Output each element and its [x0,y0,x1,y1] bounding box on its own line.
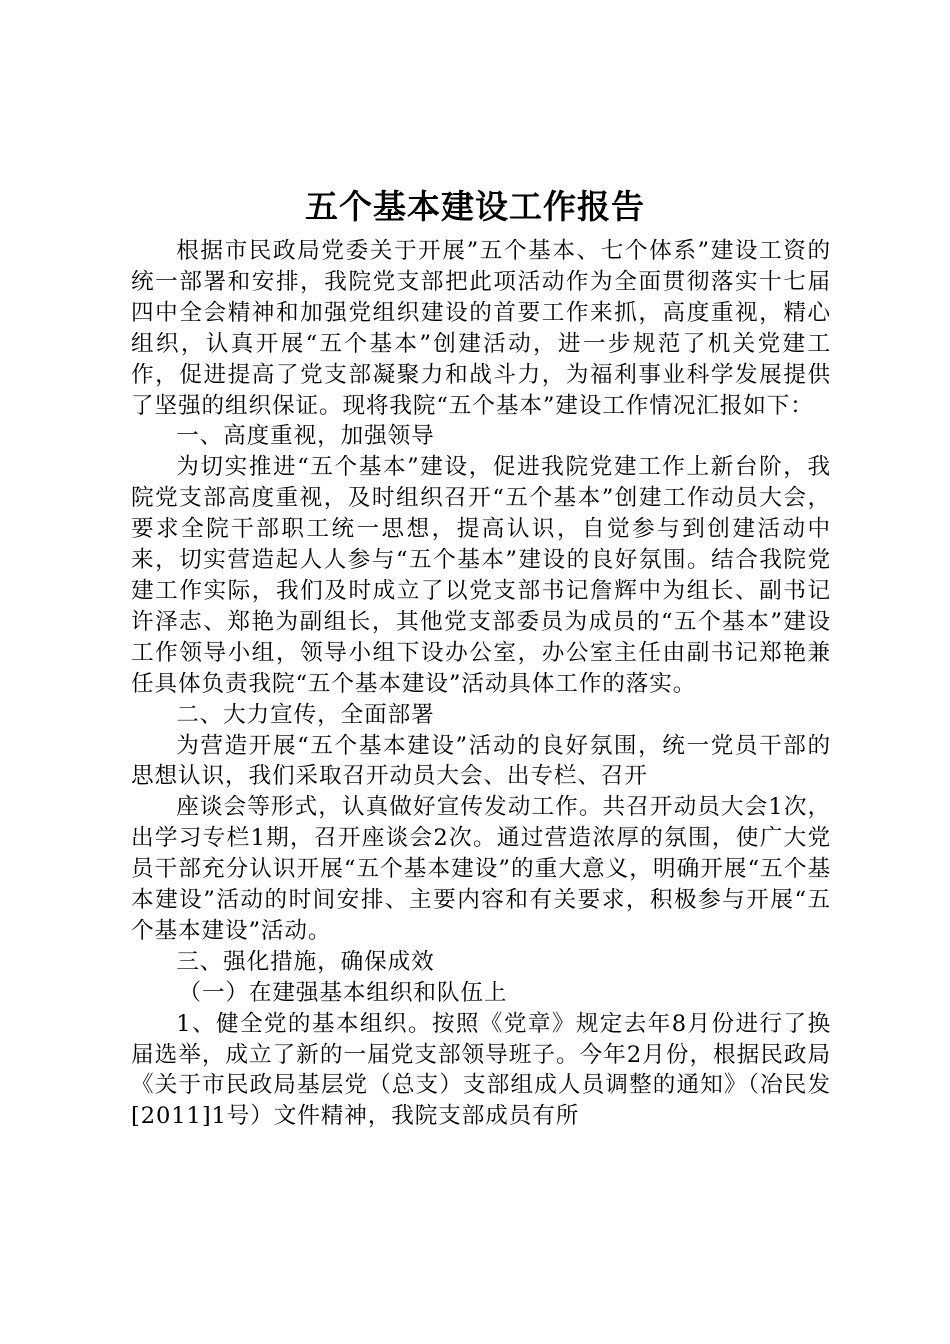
subsection-heading-1: （一）在建强基本组织和队伍上 [178,979,508,1006]
paragraph-item-1: 1、健全党的基本组织。按照《党章》规定去年8月份进行了换届选举，成立了新的一届党支部领导班子。今年2月份，根据民政局《关于市民政局基层党（总支）支部组成人员调整的通知》（冶民发[2011]1号）文件精神，我院支部成员有所 [131,1010,831,1130]
section-heading-2: 二、大力宣传，全面部署 [176,701,435,728]
paragraph-section-1: 为切实推进“五个基本”建设，促进我院党建工作上新台阶，我院党支部高度重视，及时组织召开“五个基本”创建工作动员大会，要求全院干部职工统一思想，提高认识，自觉参与到创建活动中来，切实营造起人人参与“五个基本”建设的良好氛围。结合我院党建工作实际，我们及时成立了以党支部书记詹辉中为组长、副书记许泽志、郑艳为副组长，其他党支部委员为成员的“五个基本”建设工作领导小组，领导小组下设办公室，办公室主任由副书记郑艳兼任具体负责我院“五个基本建设”活动具体工作的落实。 [131,454,831,697]
document-title: 五个基本建设工作报告 [305,187,645,226]
document-body [131,236,831,1132]
section-heading-1: 一、高度重视，加强领导 [176,423,435,450]
paragraph-section-2a: 为营造开展“五个基本建设”活动的良好氛围，统一党员干部的思想认识，我们采取召开动员大会、出专栏、召开 [131,732,831,790]
paragraph-intro: 根据市民政局党委关于开展”五个基本、七个体系”建设工资的统一部署和安排，我院党支部把此项活动作为全面贯彻落实十七届四中全会精神和加强党组织建设的首要工作来抓，高度重视，精心组织，认真开展“五个基本”创建活动，进一步规范了机关党建工作，促进提高了党支部凝聚力和战斗力，为福利事业科学发展提供了坚强的组织保证。现将我院“五个基本”建设工作情况汇报如下： [131,238,831,419]
section-heading-3: 三、强化措施，确保成效 [176,948,435,975]
paragraph-section-2b: 座谈会等形式，认真做好宣传发动工作。共召开动员大会1次，出学习专栏1期，召开座谈会2次。通过营造浓厚的氛围，使广大党员干部充分认识开展“五个基本建设”的重大意义，明确开展“五个基本建设”活动的时间安排、主要内容和有关要求，积极参与开展“五个基本建设”活动。 [131,794,831,944]
